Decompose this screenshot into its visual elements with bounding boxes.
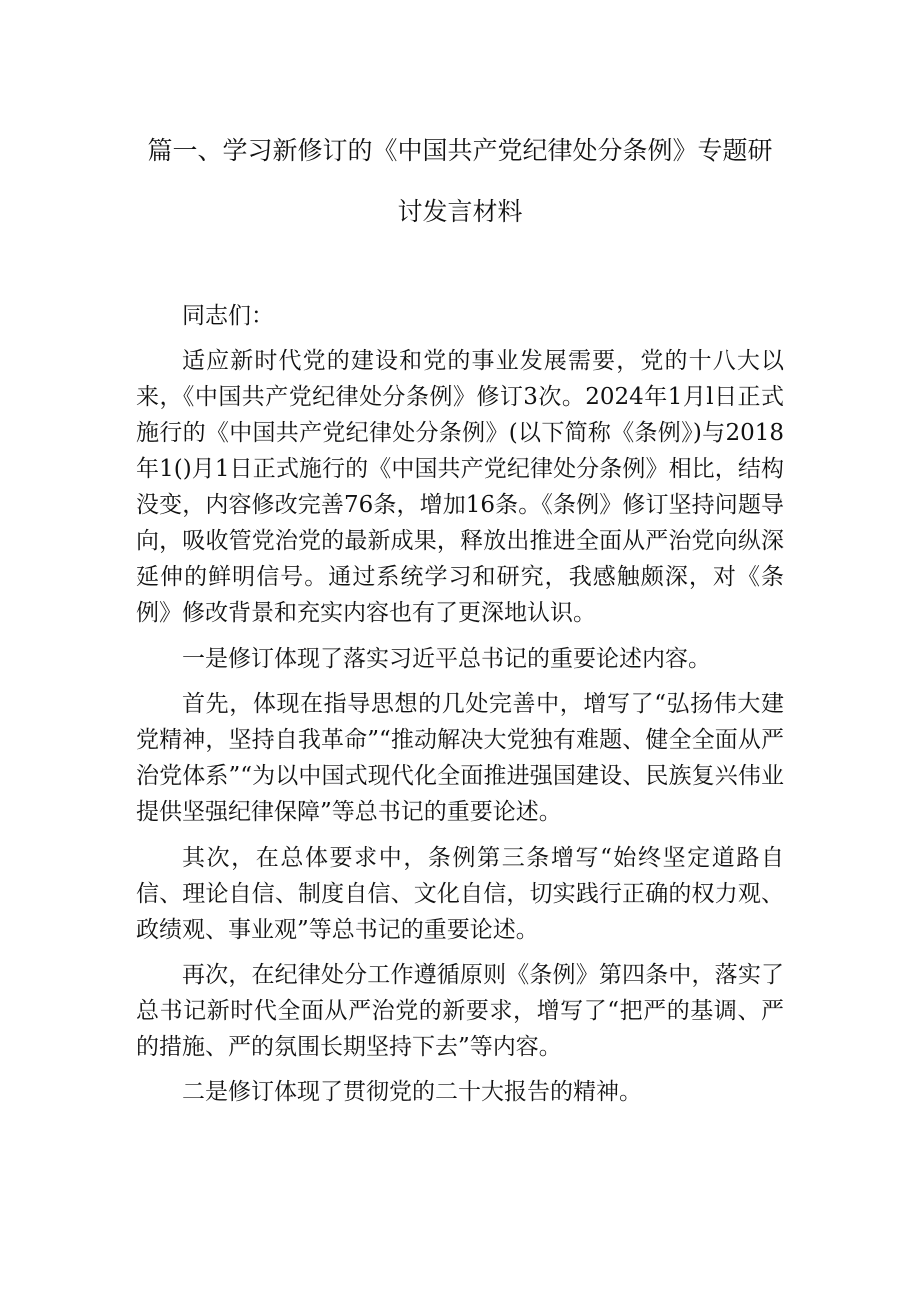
document-title-line-2: 讨发言材料 bbox=[397, 197, 523, 226]
paragraph-intro: 适应新时代党的建设和党的事业发展需要，党的十八大以来，《中国共产党纪律处分条例》修订3次。2024年1月l日正式施行的《中国共产党纪律处分条例》(以下简称《条例》)与2018年1()月1日正式施行的《中国共产党纪律处分条例》相比，结构没变，内容修改完善76条，增加16条。《条例》修订坚持问题导向，吸收管党治党的最新成果，释放出推进全面从严治党向纵深延伸的鲜明信号。通过系统学习和研究，我感触颇深，对《条例》修改背景和充实内容也有了更深地认识。 bbox=[136, 348, 784, 627]
paragraph-second: 其次，在总体要求中，条例第三条增写“始终坚定道路自信、理论自信、制度自信、文化自信，切实践行正确的权力观、政绩观、事业观”等总书记的重要论述。 bbox=[136, 844, 784, 943]
salutation: 同志们： bbox=[182, 303, 274, 329]
paragraph-point-one: 一是修订体现了落实习近平总书记的重要论述内容。 bbox=[182, 645, 711, 672]
paragraph-first: 首先，体现在指导思想的几处完善中，增写了“弘扬伟大建党精神，坚持自我革命”“推动解决大党独有难题、健全全面从严治党体系”“为以中国式现代化全面推进强国建设、民族复兴伟业提供坚强纪律保障”等总书记的重要论述。 bbox=[136, 691, 784, 826]
paragraph-point-two: 二是修订体现了贯彻党的二十大报告的精神。 bbox=[182, 1079, 642, 1106]
paragraph-third: 再次，在纪律处分工作遵循原则《条例》第四条中，落实了总书记新时代全面从严治党的新要求，增写了“把严的基调、严的措施、严的氛围长期坚持下去”等内容。 bbox=[136, 961, 784, 1060]
document-body bbox=[136, 298, 784, 1120]
document-title-line-1: 篇一、学习新修订的《中国共产党纪律处分条例》专题研 bbox=[147, 136, 773, 165]
